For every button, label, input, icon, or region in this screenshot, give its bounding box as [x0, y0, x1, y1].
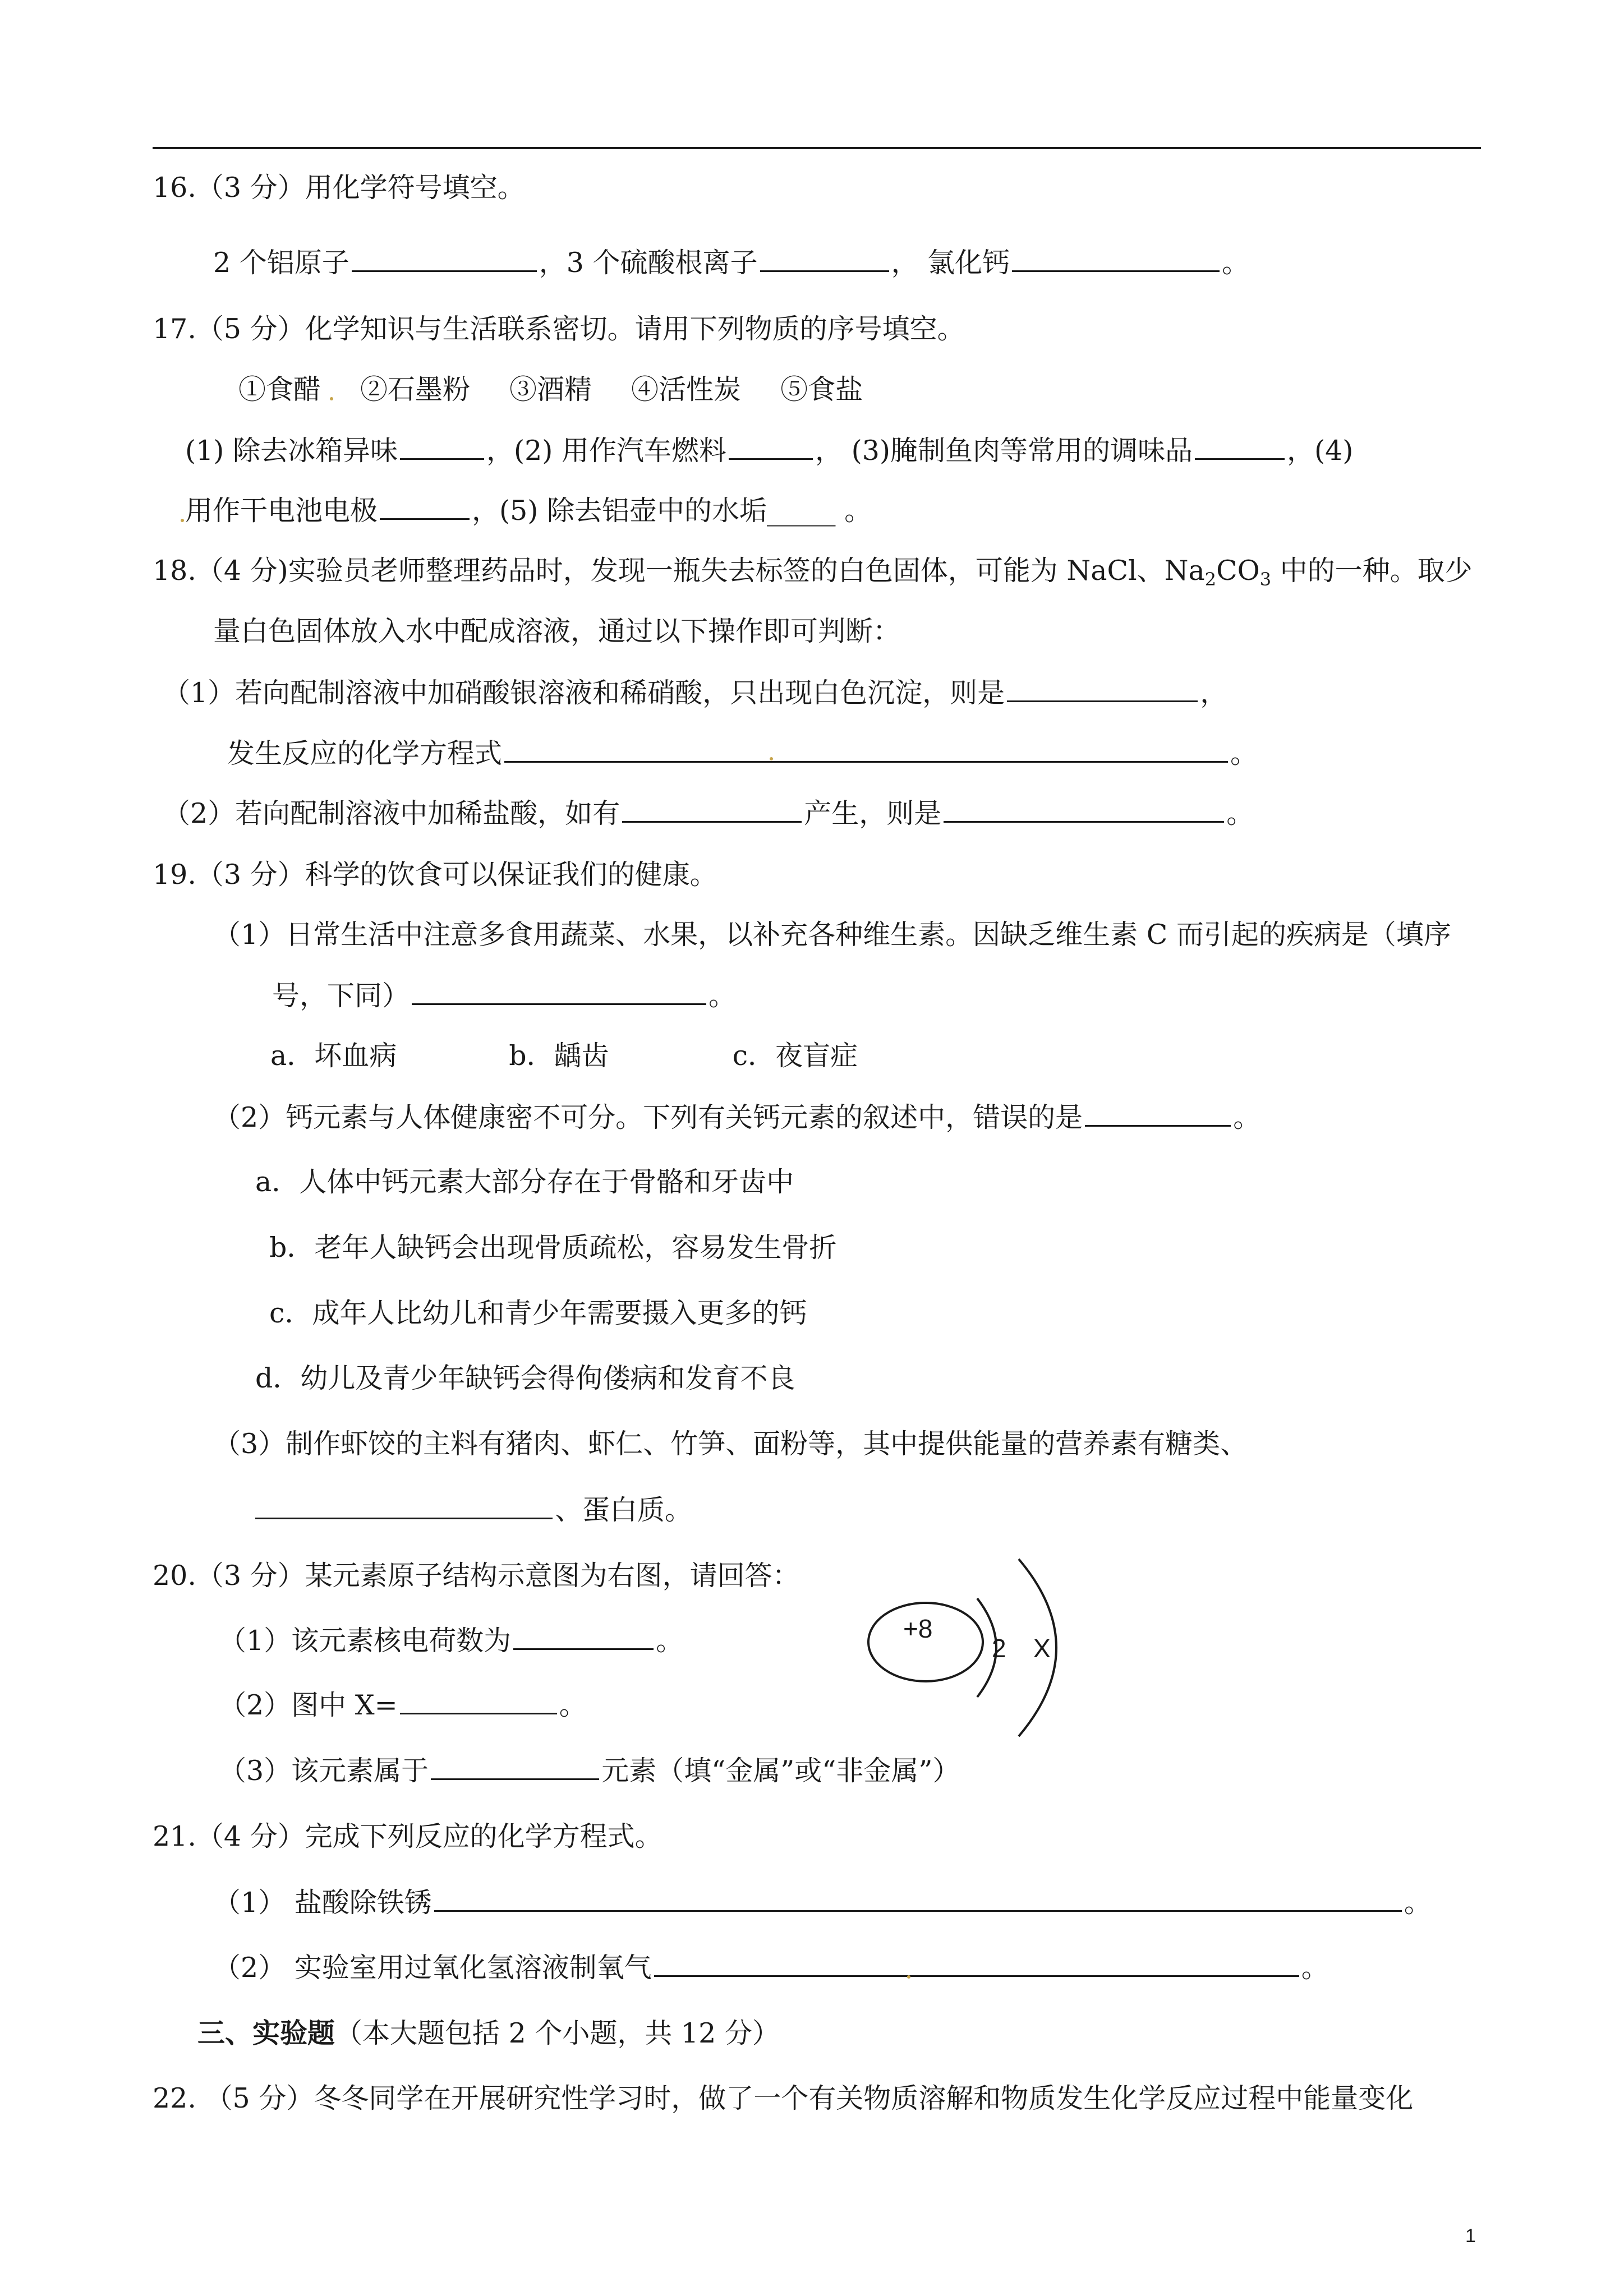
- option: ①食醋: [238, 374, 321, 405]
- q22-title: 22. （5 分）冬冬同学在开展研究性学习时，做了一个有关物质溶解和物质发生化学反应过程中能量变化: [153, 2082, 1414, 2114]
- q19-sub2-option-d: d．幼儿及青少年缺钙会得佝偻病和发育不良: [255, 1362, 795, 1394]
- answer-blank[interactable]: [431, 1754, 599, 1780]
- q18-sub1: （1）若向配制溶液中加硝酸银溶液和稀硝酸，只出现白色沉淀，则是 ，: [163, 677, 1228, 709]
- answer-blank[interactable]: [434, 1885, 1402, 1912]
- q20-sub1: （1）该元素核电荷数为 。: [219, 1625, 684, 1657]
- q19-sub1: （1）日常生活中注意多食用蔬菜、水果，以补充各种维生素。因缺乏维生素 C 而引起的疾病是（填序: [213, 919, 1451, 951]
- answer-blank[interactable]: [255, 1493, 553, 1519]
- q19-sub1-cont: 号，下同） 。: [272, 980, 737, 1012]
- answer-blank[interactable]: [729, 434, 813, 460]
- shell2-electrons: X: [1033, 1634, 1051, 1663]
- q16-title: 16.（3 分）用化学符号填空。: [153, 172, 525, 204]
- ink-speck: [907, 1975, 910, 1979]
- option: c．夜盲症: [732, 1040, 858, 1072]
- page-number: 1: [1465, 2225, 1476, 2247]
- q19-title: 19.（3 分）科学的饮食可以保证我们的健康。: [153, 859, 717, 891]
- q19-sub1-options: [270, 1039, 858, 1073]
- option: ⑤食盐: [780, 374, 863, 405]
- answer-blank[interactable]: [944, 796, 1224, 823]
- option: ②石墨粉: [360, 374, 471, 405]
- answer-blank[interactable]: [1085, 1100, 1231, 1127]
- answer-blank[interactable]: [1007, 676, 1198, 702]
- q18-title-cont: 量白色固体放入水中配成溶液，通过以下操作即可判断：: [213, 615, 901, 647]
- q17-options: [238, 373, 863, 407]
- answer-blank[interactable]: [412, 979, 706, 1005]
- answer-blank[interactable]: [400, 434, 484, 460]
- q21-title: 21.（4 分）完成下列反应的化学方程式。: [153, 1820, 663, 1852]
- q20-title: 20.（3 分）某元素原子结构示意图为右图，请回答：: [153, 1560, 800, 1592]
- q18-sub1-equation: 发生反应的化学方程式 。: [227, 737, 1258, 769]
- q18-title: 18.（4 分)实验员老师整理药品时，发现一瓶失去标签的白色固体，可能为 NaCl、$Na_2CO_3$ 中的一种。取少: [153, 555, 1473, 590]
- answer-blank[interactable]: [504, 736, 1228, 763]
- header-rule: [153, 147, 1481, 149]
- q17-line1: (1) 除去冰箱异味 ，(2) 用作汽车燃料 ， (3)腌制鱼肉等常用的调味品 ，(4): [185, 435, 1354, 467]
- option: ③酒精: [509, 374, 592, 405]
- q20-sub3: （3）该元素属于 元素（填“金属”或“非金属”）: [219, 1755, 960, 1787]
- answer-blank[interactable]: [352, 246, 537, 272]
- q21-sub1: （1） 盐酸除铁锈 。: [213, 1887, 1432, 1919]
- q19-sub2-option-c: c．成年人比幼儿和青少年需要摄入更多的钙: [269, 1297, 807, 1329]
- shell1-electrons: 2: [992, 1634, 1006, 1663]
- answer-blank[interactable]: [622, 796, 802, 823]
- q17-title: 17.（5 分）化学知识与生活联系密切。请用下列物质的序号填空。: [153, 313, 965, 345]
- atom-structure-diagram: [853, 1553, 1122, 1739]
- section-3-heading: 三、实验题（本大题包括 2 个小题，共 12 分）: [197, 2017, 780, 2049]
- q21-sub2: （2） 实验室用过氧化氢溶液制氧气 。: [213, 1952, 1329, 1984]
- q18-sub2: （2）若向配制溶液中加稀盐酸，如有 产生，则是 。: [163, 797, 1254, 829]
- option: a．坏血病: [270, 1040, 397, 1072]
- q19-sub2-option-b: b．老年人缺钙会出现骨质疏松，容易发生骨折: [269, 1232, 837, 1264]
- ink-speck: [181, 519, 184, 522]
- answer-blank[interactable]: [1012, 246, 1220, 272]
- answer-blank[interactable]: [513, 1624, 654, 1650]
- q17-line2: 用作干电池电极 ，(5) 除去铝壶中的水垢_____ 。: [185, 495, 872, 527]
- q20-sub2: （2）图中 X= 。: [219, 1689, 587, 1721]
- option: b．龋齿: [509, 1040, 609, 1072]
- ink-speck: [770, 757, 773, 760]
- answer-blank[interactable]: [1195, 434, 1285, 460]
- q19-sub3-cont: 、蛋白质。: [255, 1493, 692, 1527]
- answer-blank[interactable]: [400, 1688, 557, 1714]
- nucleus-charge: +8: [903, 1614, 933, 1643]
- option: ④活性炭: [631, 374, 742, 405]
- answer-blank[interactable]: [380, 494, 470, 520]
- q19-sub3: （3）制作虾饺的主料有猪肉、虾仁、竹笋、面粉等，其中提供能量的营养素有糖类、: [213, 1428, 1248, 1460]
- q19-sub2: （2）钙元素与人体健康密不可分。下列有关钙元素的叙述中，错误的是 。: [213, 1101, 1261, 1133]
- answer-blank[interactable]: [760, 246, 889, 272]
- ink-speck: [330, 397, 333, 400]
- answer-blank[interactable]: [654, 1951, 1299, 1977]
- q16-answers: 2 个铝原子 ，3 个硫酸根离子 ， 氯化钙 。: [213, 247, 1250, 279]
- q19-sub2-option-a: a．人体中钙元素大部分存在于骨骼和牙齿中: [255, 1166, 794, 1198]
